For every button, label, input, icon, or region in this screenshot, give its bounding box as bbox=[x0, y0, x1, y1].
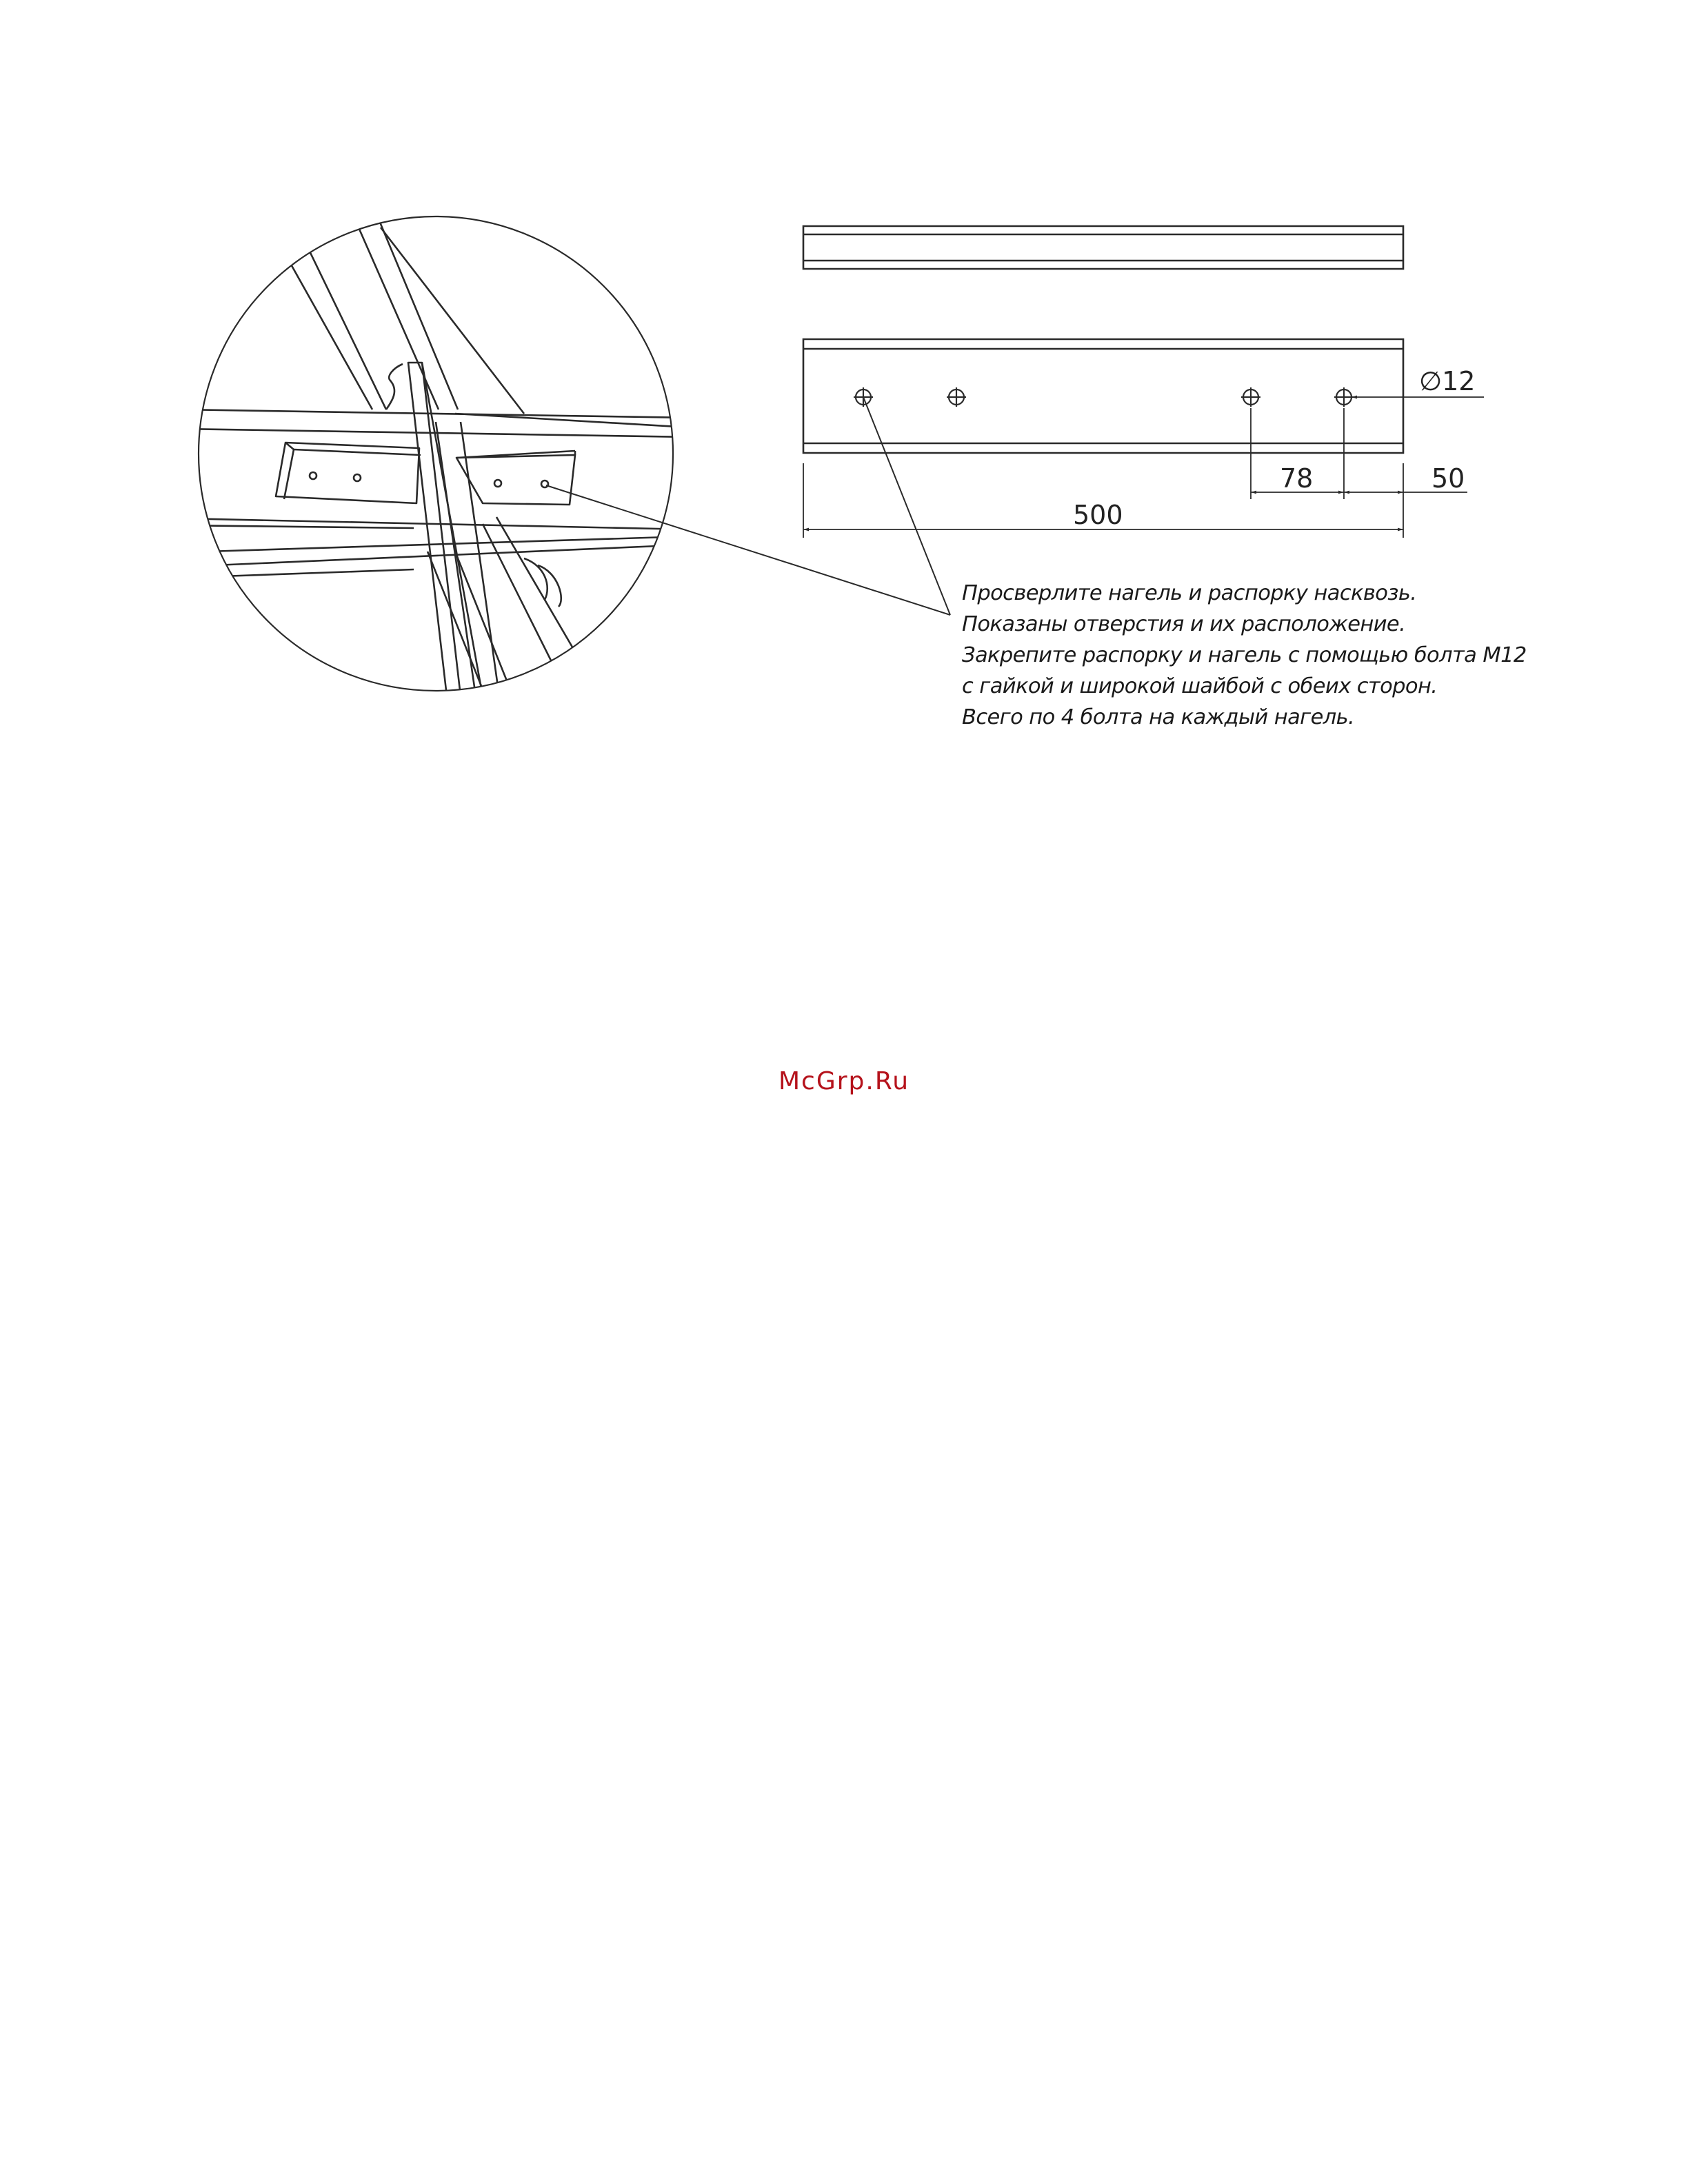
instruction-line: Показаны отверстия и их расположение. bbox=[962, 612, 1406, 636]
instruction-line: Закрепите распорку и нагель с помощью болта М12 bbox=[962, 643, 1527, 667]
detail-view bbox=[179, 216, 950, 696]
hole-4 bbox=[1334, 387, 1354, 407]
instruction-line: Всего по 4 болта на каждый нагель. bbox=[962, 705, 1355, 729]
profile-front-view bbox=[803, 339, 1403, 453]
instruction-line: Просверлите нагель и распорку насквозь. bbox=[962, 581, 1417, 605]
leader-line-detail bbox=[546, 485, 950, 615]
profile-top-view bbox=[803, 226, 1403, 269]
instruction-text bbox=[962, 578, 1582, 733]
dim-edge-offset: 50 bbox=[1431, 463, 1465, 494]
dim-diameter: ∅12 bbox=[1419, 366, 1476, 396]
dimension-lines bbox=[803, 397, 1484, 538]
dim-total-length: 500 bbox=[1073, 500, 1123, 530]
hole-3 bbox=[1241, 387, 1260, 407]
profile-holes bbox=[854, 387, 1354, 407]
hole-2 bbox=[947, 387, 966, 407]
detail-circle-outline bbox=[199, 216, 673, 691]
watermark: McGrp.Ru bbox=[778, 1067, 910, 1095]
dim-hole-spacing: 78 bbox=[1280, 463, 1314, 494]
leader-line-hole bbox=[863, 397, 950, 615]
instruction-line: с гайкой и широкой шайбой с обеих сторон. bbox=[962, 674, 1438, 698]
